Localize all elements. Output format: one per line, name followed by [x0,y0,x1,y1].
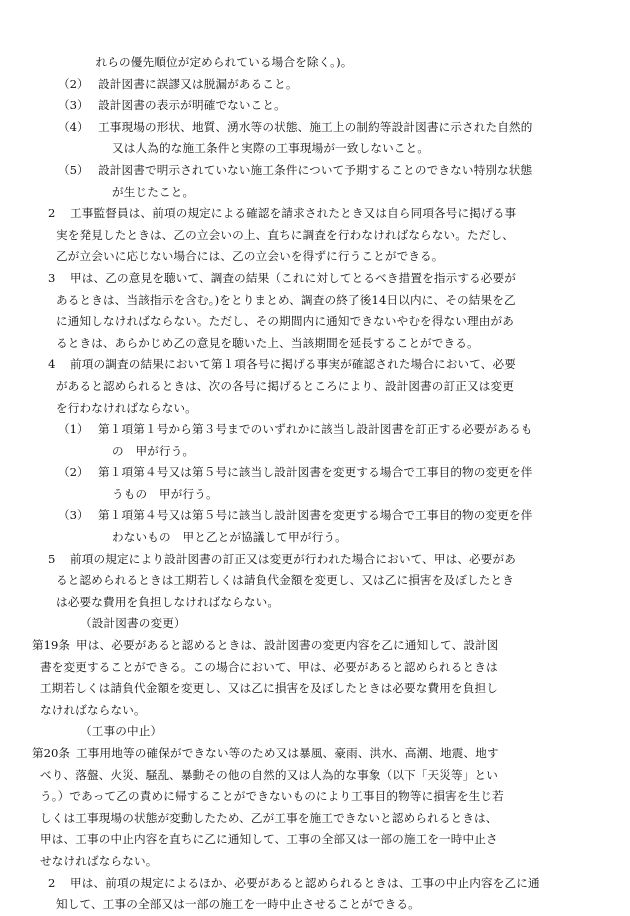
paragraph-marker: （4） [58,119,89,134]
paragraph-line: 甲は、必要があると認めるときは、設計図書の変更内容を乙に通知して、設計図 [76,638,499,653]
paragraph-line: あるときは、当該指示を含む。)をとりまとめ、調査の終了後14日以内に、その結果を乙 [56,292,516,307]
paragraph-line: べり、落盤、火災、騒乱、暴動その他の自然的又は人為的な事象（以下「天災等」とい [40,767,499,782]
paragraph-marker: （3） [58,508,89,523]
paragraph-line: 設計図書の表示が明確でないこと。 [98,98,286,113]
paragraph-text [98,505,590,548]
paragraph-text [98,160,590,203]
paragraph-marker: 2 [48,206,56,221]
paragraph-line: れらの優先順位が定められている場合を除く。)。 [72,55,353,69]
paragraph-line: 工事監督員は、前項の規定による確認を請求されたとき又は自ら同項各号に掲げる事 [70,206,517,221]
paragraph-line: 設計図書で明示されていない施工条件について予期することのできない特別な状態 [98,162,533,177]
paragraph-line: わないもの 甲と乙とが協議して甲が行う。 [112,530,347,545]
paragraph-line: 第１項第４号又は第５号に該当し設計図書を変更する場合で工事目的物の変更を伴 [98,465,533,480]
document-paragraph [32,635,590,721]
paragraph-line: 第１項第１号から第３号までのいずれかに該当し設計図書を訂正する必要があるも [98,422,533,437]
paragraph-line: るときは、あらかじめ乙の意見を聴いた上、当該期間を延長することができる。 [56,335,479,350]
section-heading [58,613,590,635]
document-paragraph [58,74,590,96]
document-paragraph [48,354,590,419]
paragraph-line: が生じたこと。 [112,184,195,199]
document-paragraph [58,462,590,505]
paragraph-text [56,354,590,419]
paragraph-line: があると認められるときは、次の各号に掲げるところにより、設計図書の訂正又は変更 [56,378,515,393]
document-paragraph [58,419,590,462]
paragraph-marker: （5） [58,162,89,177]
document-paragraph [48,549,590,614]
paragraph-line: （工事の中止） [80,724,163,739]
paragraph-line: ると認められるときは工期若しくは請負代金額を変更し、又は乙に損害を及ぼしたとき [56,573,515,588]
paragraph-line: 甲は、乙の意見を聴いて、調査の結果（これに対してとるべき措置を指示する必要が [70,270,517,285]
paragraph-text [56,873,590,916]
document-paragraph [48,873,590,916]
document-paragraph [58,160,590,203]
paragraph-text [72,52,590,74]
paragraph-text [80,721,590,743]
document-paragraph [32,743,590,873]
document-paragraph [48,203,590,268]
paragraph-line: （設計図書の変更） [80,616,186,631]
paragraph-marker: 5 [48,551,56,566]
paragraph-marker: （2） [58,76,89,91]
document-paragraph [58,505,590,548]
paragraph-line: 第１項第４号又は第５号に該当し設計図書を変更する場合で工事目的物の変更を伴 [98,508,533,523]
paragraph-line: 前項の規定により設計図書の訂正又は変更が行われた場合において、甲は、必要があ [70,551,517,566]
paragraph-line: せなければならない。 [40,853,158,868]
document-paragraph [58,117,590,160]
paragraph-marker: 3 [48,270,56,285]
document-paragraph [58,95,590,117]
paragraph-text [56,549,590,614]
document-paragraph [72,52,590,74]
paragraph-marker: 第20条 [32,746,70,760]
paragraph-line: うもの 甲が行う。 [112,486,218,501]
paragraph-marker: 2 [48,875,56,890]
paragraph-text [98,74,590,96]
paragraph-marker: 4 [48,357,56,372]
paragraph-line: 実を発見したときは、乙の立会いの上、直ちに調査を行わなければならない。ただし、 [56,227,515,242]
paragraph-text [98,95,590,117]
paragraph-line: しくは工事現場の状態が変動したため、乙が工事を施工できないと認められるときは、 [40,810,498,825]
paragraph-text [98,462,590,505]
paragraph-text [98,419,590,462]
paragraph-text [56,203,590,268]
paragraph-text [98,117,590,160]
paragraph-line: の 甲が行う。 [112,443,195,458]
paragraph-line: 書を変更することができる。この場合において、甲は、必要があると認められるときは [40,659,498,674]
paragraph-line: 知して、工事の全部又は一部の施工を一時中止させることができる。 [56,897,420,912]
paragraph-line: 乙が立会いに応じない場合には、乙の立会いを得ずに行うことができる。 [56,249,444,264]
paragraph-marker: （1） [58,422,89,437]
section-heading [58,721,590,743]
paragraph-line: に通知しなければならない。ただし、その期間内に通知できないやむを得ない理由があ [56,314,515,329]
paragraph-line: 又は人為的な施工条件と実際の工事現場が一致しないこと。 [112,141,430,156]
paragraph-line: を行わなければならない。 [56,400,197,415]
paragraph-text [80,613,590,635]
paragraph-line: 前項の調査の結果において第１項各号に掲げる事実が確認された場合において、必要 [70,357,517,372]
paragraph-marker: 第19条 [32,638,70,653]
paragraph-line: 甲は、工事の中止内容を直ちに乙に通知して、工事の全部又は一部の施工を一時中止さ [40,832,498,847]
paragraph-line: 工事用地等の確保ができない等のため又は暴風、豪雨、洪水、高潮、地震、地す [76,746,499,760]
paragraph-text [56,268,590,354]
paragraph-line: なければならない。 [40,702,146,717]
paragraph-line: 設計図書に誤謬又は脱漏があること。 [98,76,298,91]
paragraph-line: 工期若しくは請負代金額を変更し、又は乙に損害を及ぼしたときは必要な費用を負担し [40,681,499,696]
paragraph-line: は必要な費用を負担しなければならない。 [56,594,280,609]
paragraph-line: 甲は、前項の規定によるほか、必要があると認められるときは、工事の中止内容を乙に通 [70,875,540,890]
document-paragraph [48,268,590,354]
paragraph-line: う。）であって乙の責めに帰することができないものにより工事目的物等に損害を生じ若 [40,789,504,804]
paragraph-marker: （3） [58,98,89,113]
paragraph-line: 工事現場の形状、地質、湧水等の状態、施工上の制約等設計図書に示された自然的 [98,119,533,134]
document-body [32,52,590,916]
paragraph-marker: （2） [58,465,89,480]
